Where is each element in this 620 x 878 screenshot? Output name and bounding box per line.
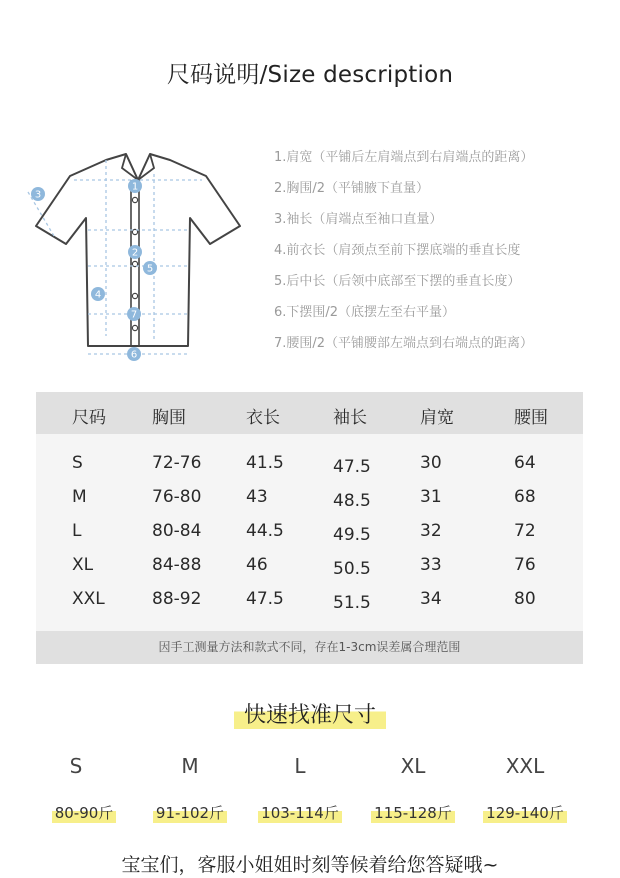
quick-size-label: M (181, 754, 199, 778)
table-cell: 76 (514, 555, 536, 575)
page-title: 尺码说明/Size description (166, 62, 454, 88)
table-header-row (36, 392, 583, 434)
table-cell: 68 (514, 487, 536, 507)
note-hem: 6.下摆围/2（底摆左至右平量） (274, 305, 456, 320)
table-header-cell: 衣长 (246, 408, 280, 428)
table-cell: 44.5 (246, 521, 284, 541)
quick-weight-text: 115-128斤 (371, 803, 455, 823)
svg-text:6: 6 (130, 349, 138, 361)
table-footnote: 因手工测量方法和款式不同，存在1-3cm误差属合理范围 (36, 631, 583, 664)
table-cell: 41.5 (246, 453, 284, 473)
table-cell: 51.5 (333, 593, 371, 613)
table-cell: 34 (420, 589, 442, 609)
quick-size-title (0, 696, 620, 731)
table-header-cell: 肩宽 (420, 408, 454, 428)
table-cell: 30 (420, 453, 442, 473)
note-shoulder: 1.肩宽（平铺后左肩端点到右肩端点的距离） (274, 150, 534, 165)
table-cell: 50.5 (333, 559, 371, 579)
shirt-diagram (18, 140, 248, 372)
table-cell: 80-84 (152, 521, 202, 541)
measurement-notes (274, 148, 614, 365)
table-cell: 32 (420, 521, 442, 541)
note-waist: 7.腰围/2（平铺腰部左端点到右端点的距离） (274, 336, 534, 351)
quick-size-label: L (294, 754, 306, 778)
table-cell: XXL (72, 589, 105, 609)
quick-weight-range (28, 802, 140, 823)
table-cell: 76-80 (152, 487, 202, 507)
shirt-outline-icon (18, 140, 248, 372)
svg-text:5: 5 (146, 263, 154, 275)
table-cell: XL (72, 555, 94, 575)
svg-text:7: 7 (130, 309, 138, 321)
quick-size-label: S (69, 754, 83, 778)
table-cell: 72 (514, 521, 536, 541)
svg-text:1: 1 (131, 181, 139, 193)
note-sleeve: 3.袖长（肩端点至袖口直量） (274, 212, 443, 227)
table-cell: 43 (246, 487, 268, 507)
note-front-length: 4.前衣长（肩颈点至前下摆底端的垂直长度 (274, 243, 521, 258)
table-cell: 49.5 (333, 525, 371, 545)
table-cell: 48.5 (333, 491, 371, 511)
note-chest: 2.胸围/2（平铺腋下直量） (274, 181, 430, 196)
quick-weight-range (244, 802, 356, 823)
note-back-length: 5.后中长（后领中底部至下摆的垂直长度） (274, 274, 521, 289)
table-cell: 72-76 (152, 453, 202, 473)
quick-weight-range (134, 802, 246, 823)
table-cell: 88-92 (152, 589, 202, 609)
table-cell: L (72, 521, 82, 541)
quick-size-label: XXL (505, 754, 545, 778)
table-cell: 80 (514, 589, 536, 609)
table-header-cell: 腰围 (514, 408, 548, 428)
table-header-cell: 尺码 (72, 408, 106, 428)
table-cell: 46 (246, 555, 268, 575)
customer-service-note: 宝宝们，客服小姐姐时刻等候着给您答疑哦~ (121, 854, 499, 876)
svg-text:2: 2 (131, 247, 139, 259)
quick-size-label: XL (400, 754, 426, 778)
table-cell: 84-88 (152, 555, 202, 575)
table-header-cell: 胸围 (152, 408, 186, 428)
table-cell: S (72, 453, 83, 473)
size-table (36, 392, 583, 664)
quick-weight-text: 91-102斤 (153, 803, 227, 823)
table-cell: 33 (420, 555, 442, 575)
table-cell: 64 (514, 453, 536, 473)
quick-weight-text: 103-114斤 (258, 803, 342, 823)
quick-size-title-text: 快速找准尺寸 (234, 696, 386, 731)
table-cell: M (72, 487, 87, 507)
svg-text:4: 4 (94, 289, 102, 301)
quick-weight-range (469, 802, 581, 823)
table-cell: 47.5 (333, 457, 371, 477)
table-header-cell: 袖长 (333, 408, 367, 428)
table-cell: 47.5 (246, 589, 284, 609)
quick-weight-range (357, 802, 469, 823)
quick-weight-text: 80-90斤 (52, 803, 117, 823)
quick-weight-text: 129-140斤 (483, 803, 567, 823)
svg-text:3: 3 (34, 189, 42, 201)
table-cell: 31 (420, 487, 442, 507)
